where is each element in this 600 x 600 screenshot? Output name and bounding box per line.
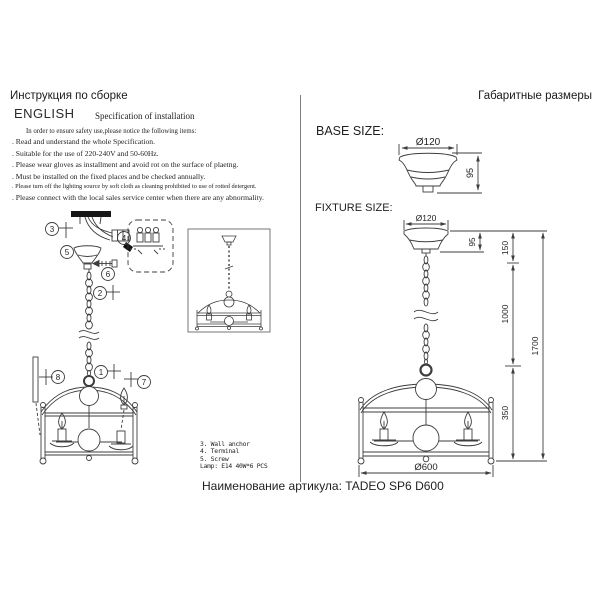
assembly-diagram — [30, 205, 298, 477]
spec-item: . Please turn off the lighting source by soft cloth as cleaning prohibited to use of rotted detergent. — [12, 183, 257, 191]
parts-legend — [200, 441, 267, 471]
right-panel-title: Габаритные размеры — [478, 90, 592, 102]
dim-label-body-height: 350 — [500, 405, 510, 421]
callout-6-label: 6 — [105, 270, 111, 279]
spec-item: . Suitable for the use of 220-240V and 50-60Hz. — [12, 148, 159, 158]
ceiling-plate — [71, 211, 111, 217]
article-name: Наименование артикула: TADEO SP6 D600 — [202, 479, 444, 493]
legend-line: 5. Screw — [200, 454, 229, 463]
dim-label-chain-top: 150 — [500, 240, 510, 256]
dim-label-chain-length: 1000 — [500, 304, 510, 324]
screw-icon — [107, 364, 121, 379]
panel-divider — [300, 95, 301, 482]
dim-label-base-diameter: Ø120 — [415, 137, 441, 148]
callout-4-label: 4 — [121, 234, 127, 243]
legend-line: Lamp: E14 40W*6 PCS — [200, 462, 268, 471]
dim-label-body-diameter: Ø600 — [414, 462, 438, 473]
spec-intro: In order to ensure safety use,please notice the following items: — [26, 128, 197, 135]
screw-icon — [93, 260, 117, 267]
screw-icon — [106, 285, 120, 300]
dimension-drawings — [302, 118, 600, 480]
spec-item: . Read and understand the whole Specification. — [12, 137, 155, 146]
overview-inset — [188, 229, 270, 332]
glass-panel — [33, 357, 40, 435]
base-size-label: BASE SIZE: — [316, 124, 385, 138]
callout-5-label: 5 — [64, 248, 70, 257]
screw-icon — [39, 369, 53, 385]
spec-item: . Please wear gloves as installment and avoid rot on the surface of plaetng. — [12, 160, 239, 170]
terminal-detail-inset — [128, 220, 173, 272]
dim-label-fixture-canopy-height: 95 — [468, 237, 477, 247]
legend-line: 3. Wall anchor — [200, 440, 250, 448]
spec-list — [12, 128, 304, 205]
chain — [414, 253, 438, 364]
dim-label-base-height: 95 — [465, 167, 475, 179]
fixture-size-label: FIXTURE SIZE: — [315, 202, 393, 214]
spec-subtitle: Specification of installation — [95, 111, 195, 121]
callout-8-label: 8 — [55, 373, 61, 382]
bulb-icon — [121, 388, 128, 430]
callout-1-label: 1 — [98, 368, 104, 377]
screw-icon — [59, 222, 73, 238]
legend-line: 4. Terminal — [200, 447, 240, 456]
spec-item: . Must be installed on the fixed places and be checked annually. — [12, 171, 206, 181]
wires — [85, 217, 113, 240]
callout-3-label: 3 — [49, 225, 55, 234]
callout-2-label: 2 — [97, 289, 103, 298]
dim-label-fixture-canopy-diameter: Ø120 — [415, 213, 437, 223]
spec-item: . Please connect with the local sales service center when there are any abnormality. — [12, 192, 264, 202]
callout-7-label: 7 — [141, 378, 147, 387]
fixture-size-drawing — [358, 220, 547, 477]
dim-label-total-height: 1700 — [530, 336, 540, 356]
screw-icon — [124, 372, 138, 387]
left-panel-title: Инструкция по сборке — [10, 90, 128, 102]
chain — [79, 269, 99, 376]
language-heading: ENGLISH — [14, 106, 75, 121]
